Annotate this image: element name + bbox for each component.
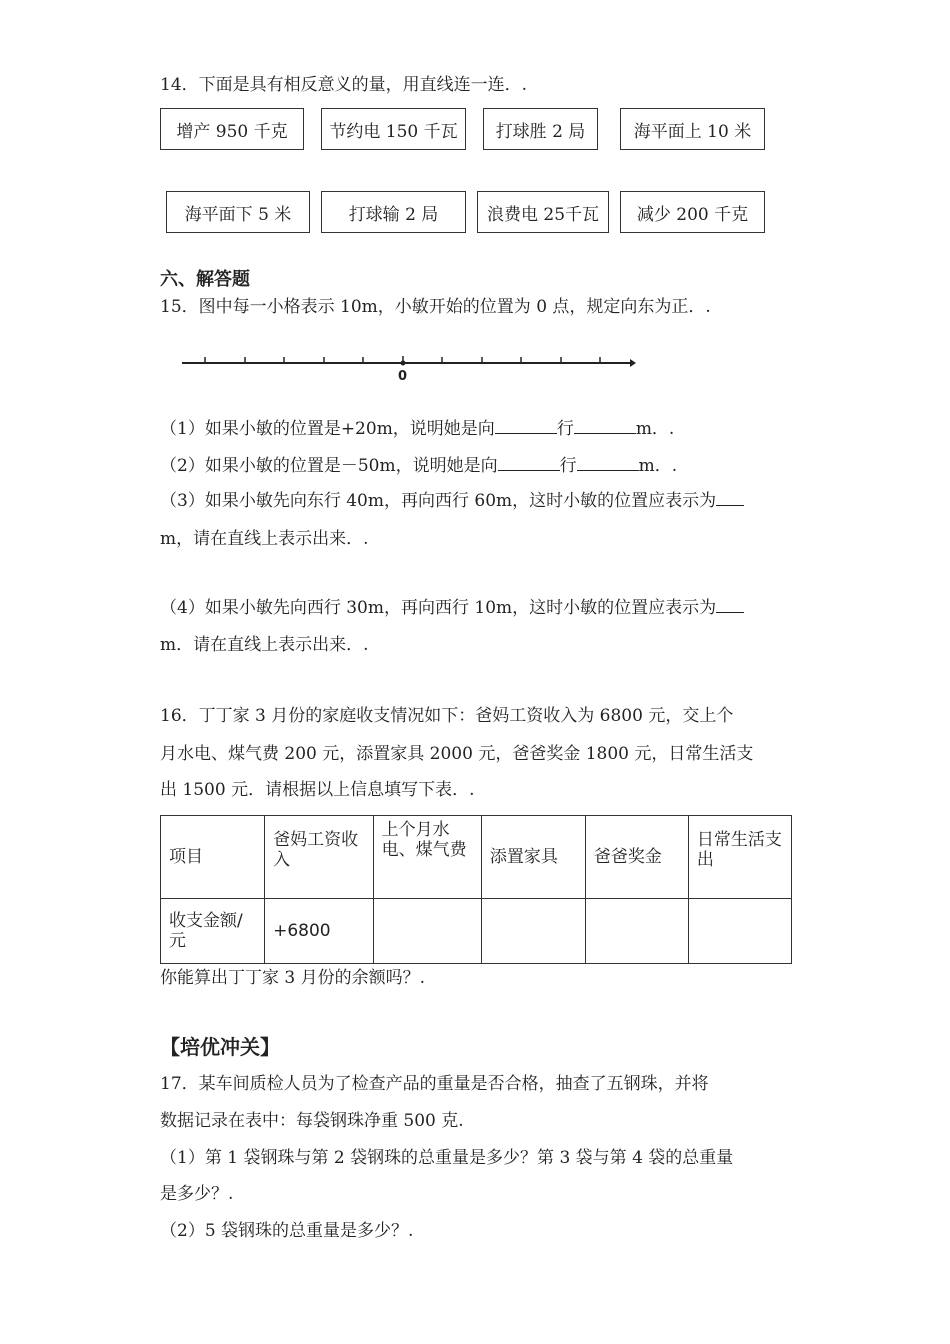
- section-heading: 六、解答题: [160, 269, 250, 290]
- table-header: 爸爸奖金: [585, 816, 688, 899]
- table-header: 上个月水电、煤气费: [373, 816, 481, 899]
- q14-title: 14．下面是具有相反意义的量，用直线连一连．.: [160, 75, 528, 95]
- text: （4）如果小敏先向西行 30m，再向西行 10m，这时小敏的位置应表示为: [160, 598, 717, 618]
- answer-blank[interactable]: [574, 417, 636, 434]
- q14-box: 打球输 2 局: [321, 191, 466, 233]
- table-header: 项目: [161, 816, 265, 899]
- text: 行: [556, 419, 574, 439]
- number-line: [0, 0, 950, 400]
- q14-box: 减少 200 千克: [620, 191, 765, 233]
- table-header: 日常生活支出: [688, 816, 791, 899]
- q14-box: 浪费电 25千瓦: [477, 191, 609, 233]
- q15-part3: [160, 489, 744, 512]
- answer-blank[interactable]: [495, 417, 557, 434]
- q17-line2: 数据记录在表中：每袋钢珠净重 500 克.: [160, 1111, 464, 1131]
- section-heading: 【培优冲关】: [160, 1035, 280, 1059]
- q15-part1: [160, 417, 674, 440]
- q16-question: 你能算出丁丁家 3 月份的余额吗？.: [160, 968, 426, 988]
- q15-part3-cont: m，请在直线上表示出来．.: [160, 529, 369, 549]
- answer-blank[interactable]: [577, 454, 639, 471]
- answer-blank[interactable]: [716, 489, 744, 506]
- table-cell: 收支金额/元: [161, 899, 265, 964]
- table-row: [161, 899, 792, 964]
- table-header: 爸妈工资收入: [265, 816, 374, 899]
- q17-part1-cont: 是多少？.: [160, 1184, 234, 1204]
- q17-line1: 17．某车间质检人员为了检查产品的重量是否合格，抽查了五钢珠，并将: [160, 1074, 709, 1094]
- text: m．.: [638, 456, 678, 476]
- text: （3）如果小敏先向东行 40m，再向西行 60m，这时小敏的位置应表示为: [160, 491, 717, 511]
- q17-part2: （2）5 袋钢珠的总重量是多少？.: [160, 1221, 414, 1241]
- table-header-row: [161, 816, 792, 899]
- q16-line1: 16．丁丁家 3 月份的家庭收支情况如下：爸妈工资收入为 6800 元，交上个: [160, 706, 734, 726]
- text: （1）如果小敏的位置是+20m，说明她是向: [160, 419, 495, 439]
- q17-part1: （1）第 1 袋钢珠与第 2 袋钢珠的总重量是多少？第 3 袋与第 4 袋的总重量: [160, 1148, 734, 1168]
- table-cell[interactable]: [688, 899, 791, 964]
- q14-box: 海平面上 10 米: [620, 108, 765, 150]
- zero-label: 0: [398, 369, 408, 384]
- q14-box: 打球胜 2 局: [483, 108, 598, 150]
- table-cell[interactable]: [481, 899, 585, 964]
- q16-line2: 月水电、煤气费 200 元，添置家具 2000 元，爸爸奖金 1800 元，日常生活支: [160, 744, 754, 764]
- table-cell[interactable]: [373, 899, 481, 964]
- q14-box: 海平面下 5 米: [166, 191, 310, 233]
- q14-box: 增产 950 千克: [160, 108, 304, 150]
- q14-box: 节约电 150 千瓦: [321, 108, 466, 150]
- q16-line3: 出 1500 元．请根据以上信息填写下表．.: [160, 780, 475, 800]
- q15-part4: [160, 596, 744, 619]
- table-cell[interactable]: [585, 899, 688, 964]
- q15-title: 15．图中每一小格表示 10m，小敏开始的位置为 0 点，规定向东为正．.: [160, 297, 711, 317]
- answer-blank[interactable]: [716, 596, 744, 613]
- table-cell: +6800: [265, 899, 374, 964]
- income-expense-table: [160, 815, 792, 964]
- q15-part4-cont: m．请在直线上表示出来．.: [160, 635, 369, 655]
- table-header: 添置家具: [481, 816, 585, 899]
- text: （2）如果小敏的位置是－50m，说明她是向: [160, 456, 498, 476]
- q15-part2: [160, 454, 677, 477]
- answer-blank[interactable]: [498, 454, 560, 471]
- text: m．.: [635, 419, 675, 439]
- text: 行: [559, 456, 577, 476]
